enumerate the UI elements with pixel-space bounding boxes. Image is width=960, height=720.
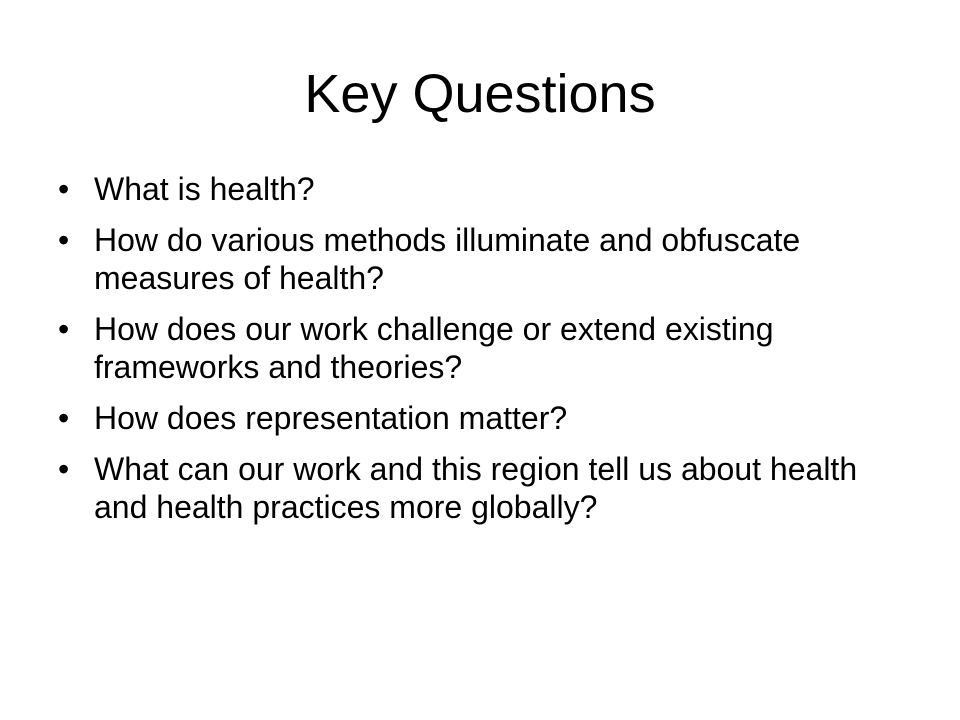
bullet-item	[58, 450, 898, 526]
bullet-text: How does our work challenge or extend existing frameworks and theories?	[94, 311, 774, 385]
bullet-icon: •	[58, 171, 70, 207]
bullet-icon: •	[58, 451, 70, 487]
bullet-icon: •	[58, 311, 70, 347]
slide-title: Key Questions	[304, 64, 656, 124]
bullet-item	[58, 399, 898, 437]
bullet-item	[58, 221, 898, 297]
bullet-text: What is health?	[94, 171, 315, 207]
bullet-text: What can our work and this region tell us about health and health practices more globally?	[94, 451, 858, 525]
bullet-item	[58, 170, 898, 208]
bullet-list	[58, 170, 898, 539]
bullet-text: How does representation matter?	[94, 400, 568, 436]
bullet-icon: •	[58, 400, 70, 436]
bullet-text: How do various methods illuminate and obfuscate measures of health?	[94, 222, 801, 296]
bullet-item	[58, 310, 898, 386]
bullet-icon: •	[58, 222, 70, 258]
